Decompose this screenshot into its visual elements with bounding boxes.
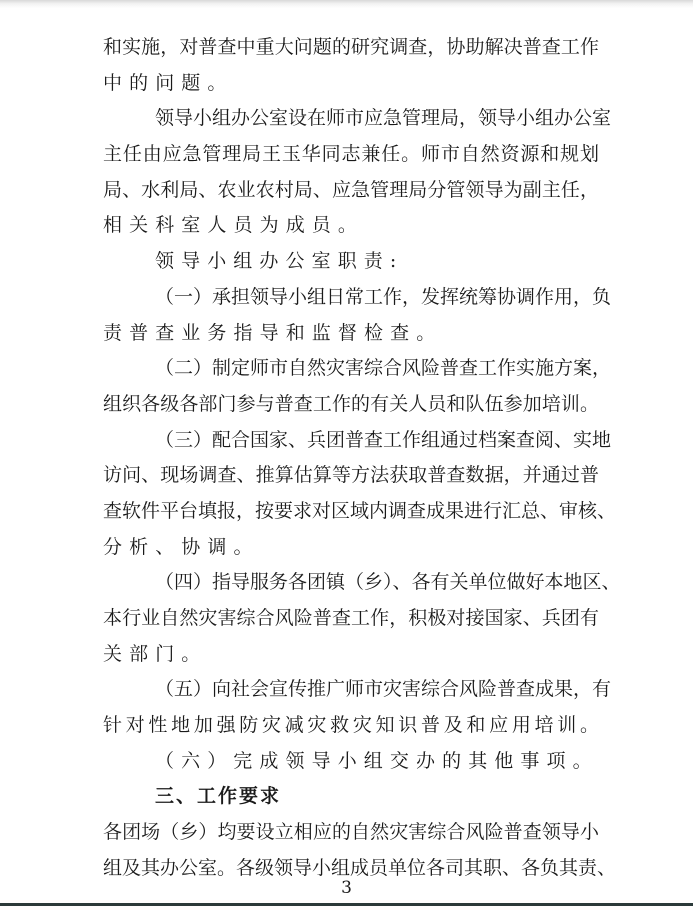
text-line: 组织各级各部门参与普查工作的有关人员和队伍参加培训。 <box>103 392 599 415</box>
page-top-shadow <box>0 0 693 8</box>
list-item-1-line: （一）承担领导小组日常工作，发挥统筹协调作用，负 <box>155 285 612 308</box>
list-item-3-line: （三）配合国家、兵团普查工作组通过档案查阅、实地 <box>155 428 612 451</box>
text-line: 相关科室人员为成员。 <box>103 214 365 237</box>
list-item-2-line: （二）制定师市自然灾害综合风险普查工作实施方案， <box>155 357 612 380</box>
text-line: 局、水利局、农业农村局、应急管理局分管领导为副主任， <box>103 178 599 201</box>
list-item-5-line: （五）向社会宣传推广师市灾害综合风险普查成果，有 <box>155 678 612 701</box>
text-line: 分析、协调。 <box>103 535 260 558</box>
text-line: 和实施，对普查中重大问题的研究调查，协助解决普查工作 <box>103 36 599 58</box>
paragraph-start-line: 领导小组办公室设在师市应急管理局，领导小组办公室 <box>155 107 612 130</box>
text-line: 组及其办公室。各级领导小组成员单位各司其职、各负其责、 <box>103 856 617 879</box>
text-line: 查软件平台填报，按要求对区域内调查成果进行汇总、审核、 <box>103 499 617 522</box>
page-number: 3 <box>341 878 352 898</box>
list-item-4-line: （四）指导服务各团镇（乡）、各有关单位做好本地区、 <box>155 571 621 594</box>
text-line: 中的问题。 <box>103 71 234 94</box>
text-line: 针对性地加强防灾减灾救灾知识普及和应用培训。 <box>103 714 599 737</box>
text-line: 主任由应急管理局王玉华同志兼任。师市自然资源和规划 <box>103 143 599 166</box>
text-line: 责普查业务指导和监督检查。 <box>103 321 443 344</box>
text-line: 本行业自然灾害综合风险普查工作，积极对接国家、兵团有 <box>103 607 599 629</box>
text-line: 各团场（乡）均要设立相应的自然灾害综合风险普查领导小 <box>103 821 599 844</box>
text-line: 访问、现场调查、推算估算等方法获取普查数据，并通过普 <box>103 464 599 487</box>
document-page-body <box>103 30 621 887</box>
list-item-6-line: （六）完成领导小组交办的其他事项。 <box>155 749 599 772</box>
text-line: 关部门。 <box>103 642 208 665</box>
paragraph-start-line: 领导小组办公室职责: <box>155 250 404 273</box>
section-heading: 三、工作要求 <box>155 785 282 808</box>
